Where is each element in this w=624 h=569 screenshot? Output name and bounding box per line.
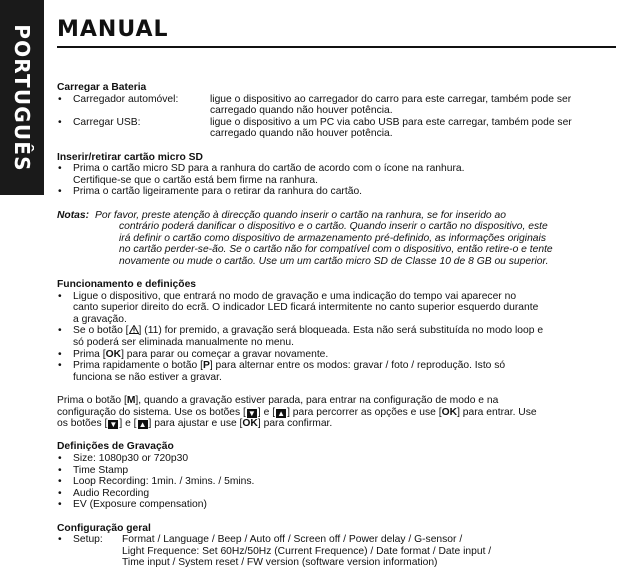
list-item: • Carregador automóvel: ligue o dispositivo ao carregador do carro para este carregar, também pode ser carregado quando não houver potência. bbox=[58, 93, 572, 117]
up-arrow-icon: ▲ bbox=[277, 408, 286, 418]
section-heading-charge: Carregar a Bateria bbox=[57, 82, 147, 93]
list-item: • Prima o cartão micro SD para a ranhura do cartão de acordo com o ícone na ranhura. Certifique-se que o cartão está bem firme na ranhura. bbox=[58, 163, 465, 186]
p-key-label: P bbox=[202, 360, 210, 372]
list-item: • Ligue o dispositivo, que entrará no modo de gravação e uma indicação do tempo vai aparecer no canto superior direito do ecrã. O indicador LED ficará intermitente no canto superior esquerdo durante a gravação. bbox=[58, 290, 539, 325]
notes-block: Notas: Por favor, preste atenção à direcção quando inserir o cartão na ranhura, se for inserido ao contrário poderá danificar o dispositivo e o cartão. Quando inserir o cartão no dispositivo, este irá definir o cartão como dispositivo de armazenamento pré-definido, as informações originais no cartão perder-se-ão. Se o cartão não for compatível com o dispositivo, então retire-o e tente novamente ou mude o cartão. Use um um cartão micro SD de Classe 10 de 8 GB ou superior. bbox=[57, 209, 553, 267]
section-heading-sd: Inserir/retirar cartão micro SD bbox=[57, 151, 203, 163]
list-item: • Prima rapidamente o botão [P] para alternar entre os modos: gravar / foto / reprodução. Isto só funciona se não estiver a gravar. bbox=[58, 360, 506, 383]
language-tab bbox=[0, 0, 44, 195]
list-item: • Prima [OK] para parar ou começar a gravar novamente. bbox=[58, 348, 329, 360]
list-item: • EV (Exposure compensation) bbox=[58, 499, 207, 511]
list-item: • Size: 1080p30 or 720p30 bbox=[58, 453, 189, 464]
list-item: • Loop Recording: 1min. / 3mins. / 5mins. bbox=[58, 476, 255, 488]
title-divider bbox=[57, 46, 616, 48]
ok-key-label: OK bbox=[105, 348, 122, 360]
list-item: • Carregar USB: ligue o dispositivo a um PC via cabo USB para este carregar, também pode ser carregado quando não houver potência. bbox=[58, 116, 572, 140]
notes-label: Notas: bbox=[57, 209, 90, 221]
menu-paragraph: Prima o botão [M], quando a gravação estiver parada, para entrar na configuração de modo e na configuração do sistema. Use os botões [ ▼ ] e [ ▲ ] para percorrer as opções e use [OK] para entrar. Use os botões [ ▼ ] e [ ▲ ] para ajustar e use [OK] para confirmar. bbox=[57, 395, 537, 430]
list-item: • Se o botão [ ] (11) for premido, a gravação será bloqueada. Esta não será substituída no modo loop e só poderá ser eliminada manualmente no menu. bbox=[58, 325, 544, 349]
m-key-label: M bbox=[126, 395, 136, 407]
down-arrow-icon: ▼ bbox=[247, 408, 256, 418]
list-item: • Audio Recording bbox=[58, 487, 150, 499]
section-heading-operation: Funcionamento e definições bbox=[57, 279, 197, 291]
list-item: • Prima o cartão ligeiramente para o retirar da ranhura do cartão. bbox=[58, 186, 363, 198]
warning-triangle-icon bbox=[129, 325, 139, 334]
down-arrow-icon: ▼ bbox=[109, 420, 118, 430]
page-title: MANUAL bbox=[57, 17, 169, 42]
section-heading-general: Configuração geral bbox=[57, 522, 151, 534]
up-arrow-icon: ▲ bbox=[138, 420, 147, 430]
section-heading-recording: Definições de Gravação bbox=[57, 441, 174, 453]
list-item: • Setup: Format / Language / Beep / Auto off / Screen off / Power delay / G-sensor / Light Frequence: Set 60Hz/50Hz (Current Frequence) / Date format / Date input / Time input / System reset / FW version (software version information) bbox=[58, 534, 492, 569]
language-tab-label: PORTUGUÊS bbox=[10, 24, 34, 172]
manual-content bbox=[57, 82, 617, 569]
list-item: • Time Stamp bbox=[58, 464, 129, 476]
